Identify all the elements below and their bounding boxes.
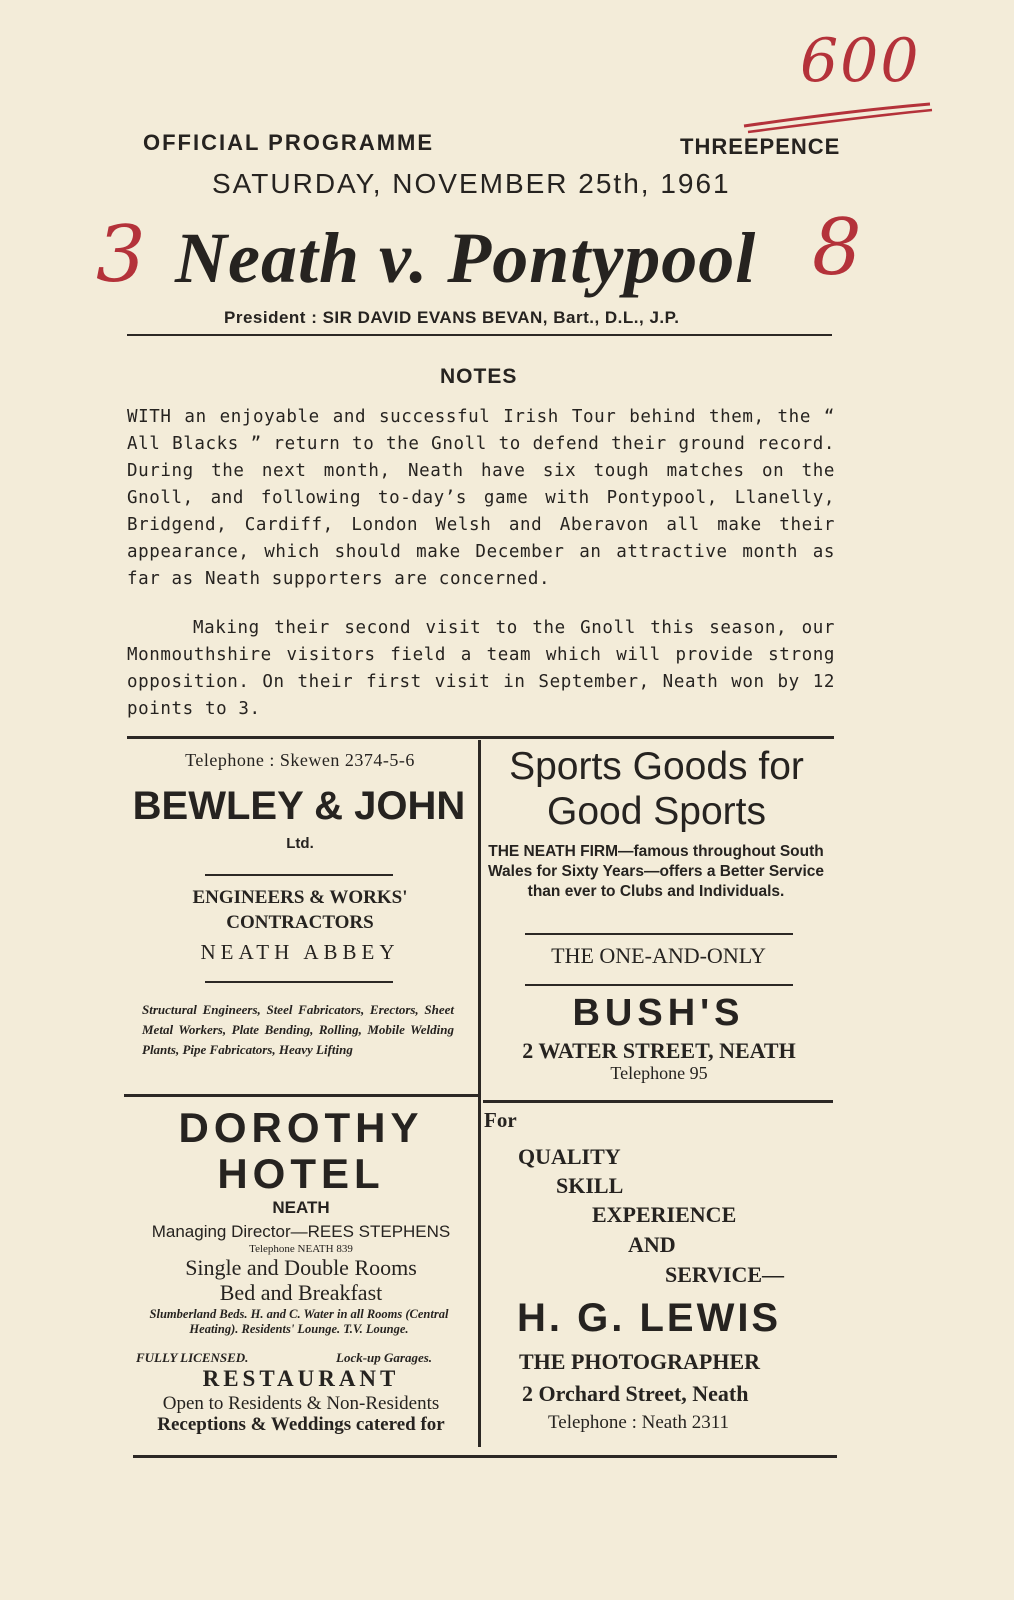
lewis-name: H. G. LEWIS [517, 1296, 782, 1340]
notes-paragraph-2 [127, 615, 835, 723]
bush-name: BUSH'S [572, 992, 745, 1034]
dorothy-name-2: HOTEL [217, 1150, 385, 1197]
notes-heading: NOTES [440, 365, 518, 388]
lewis-word-quality: QUALITY [518, 1144, 621, 1169]
bewley-ltd: Ltd. [286, 835, 314, 852]
ads-top-rule [127, 736, 834, 739]
bewley-line-2: CONTRACTORS [226, 912, 374, 933]
bush-address: 2 WATER STREET, NEATH [522, 1038, 796, 1063]
dorothy-telephone: Telephone NEATH 839 [249, 1243, 353, 1255]
dorothy-rooms: Single and Double Rooms [185, 1255, 417, 1280]
lewis-address: 2 Orchard Street, Neath [522, 1381, 749, 1406]
dorothy-receptions: Receptions & Weddings catered for [157, 1414, 445, 1435]
lewis-trade: THE PHOTOGRAPHER [519, 1349, 761, 1374]
ads-bottom-rule [133, 1455, 837, 1458]
bush-tagline: THE ONE-AND-ONLY [551, 943, 766, 968]
lewis-word-skill: SKILL [556, 1173, 624, 1198]
ads-vertical-rule [478, 740, 481, 1447]
ads-mid-rule-right [483, 1100, 833, 1103]
handwritten-home-score: 3 [96, 210, 146, 300]
handwritten-strike-lines [740, 96, 940, 136]
bewley-services: Structural Engineers, Steel Fabricators, Erectors, Sheet Metal Workers, Plate Bending, Rolling, Mobile Welding Plants, Pipe Fabricators, Heavy Lifting [142, 1002, 454, 1057]
lewis-word-and: AND [628, 1232, 676, 1257]
lewis-telephone: Telephone : Neath 2311 [548, 1412, 730, 1433]
dorothy-garages: Lock-up Garages. [336, 1350, 433, 1365]
bush-blurb: THE NEATH FIRM—famous throughout South Wales for Sixty Years—offers a Better Service than ever to Clubs and Individuals. [488, 843, 824, 900]
bush-headline-1: Sports Goods for [509, 745, 804, 788]
dorothy-restaurant: RESTAURANT [202, 1366, 400, 1391]
match-title: Neath v. Pontypool [175, 218, 757, 298]
bewley-line-1: ENGINEERS & WORKS' [192, 887, 408, 908]
dorothy-name-1: DOROTHY [178, 1104, 424, 1151]
bewley-divider [205, 874, 393, 876]
lewis-word-service: SERVICE— [665, 1262, 785, 1287]
dorothy-breakfast: Bed and Breakfast [219, 1280, 383, 1305]
bewley-company-name: BEWLEY & JOHN [132, 784, 466, 828]
bush-divider-2 [525, 984, 793, 986]
notes-paragraph-1-text: WITH an enjoyable and successful Irish Tour behind them, the “ All Blacks ” return to the Gnoll to defend their ground record. During the next month, Neath have six tough matches on the Gnoll, and following to-day’s game with Pontypool, Llanelly, Bridgend, Cardiff, London Welsh and Aberavon all make their appearance, which should make December an attractive month as far as Neath supporters are concerned. [127, 407, 835, 589]
lewis-for: For [484, 1108, 517, 1132]
notes-paragraph-2-text: Making their second visit to the Gnoll this season, our Monmouthshire visitors field a team which will provide strong opposition. On their first visit in September, Neath won by 12 points to 3. [127, 618, 835, 719]
bush-divider [525, 933, 793, 935]
dorothy-director: Managing Director—REES STEPHENS [151, 1222, 451, 1241]
dorothy-licensed: FULLY LICENSED. [136, 1350, 249, 1365]
price-label: THREEPENCE [680, 134, 841, 159]
header-rule [127, 334, 832, 336]
bush-telephone: Telephone 95 [610, 1063, 708, 1083]
bewley-divider-2 [205, 981, 393, 983]
handwritten-print-run: 600 [800, 26, 921, 96]
president-line: President : SIR DAVID EVANS BEVAN, Bart., D.L., J.P. [224, 308, 680, 327]
handwritten-away-score: 8 [812, 203, 862, 293]
official-programme-label: OFFICIAL PROGRAMME [143, 130, 435, 155]
bush-headline-2: Good Sports [547, 790, 766, 833]
notes-paragraph-1 [127, 404, 835, 593]
bewley-telephone: Telephone : Skewen 2374-5-6 [185, 750, 415, 770]
dorothy-town: NEATH [272, 1198, 330, 1217]
dorothy-amenities: Slumberland Beds. H. and C. Water in all Rooms (Central Heating). Residents' Lounge. T.V. Lounge. [149, 1307, 449, 1336]
bewley-place: NEATH ABBEY [200, 940, 400, 964]
ads-mid-rule-left [124, 1094, 478, 1097]
lewis-word-experience: EXPERIENCE [592, 1202, 737, 1227]
match-date: SATURDAY, NOVEMBER 25th, 1961 [212, 168, 731, 199]
dorothy-open: Open to Residents & Non-Residents [162, 1393, 440, 1414]
